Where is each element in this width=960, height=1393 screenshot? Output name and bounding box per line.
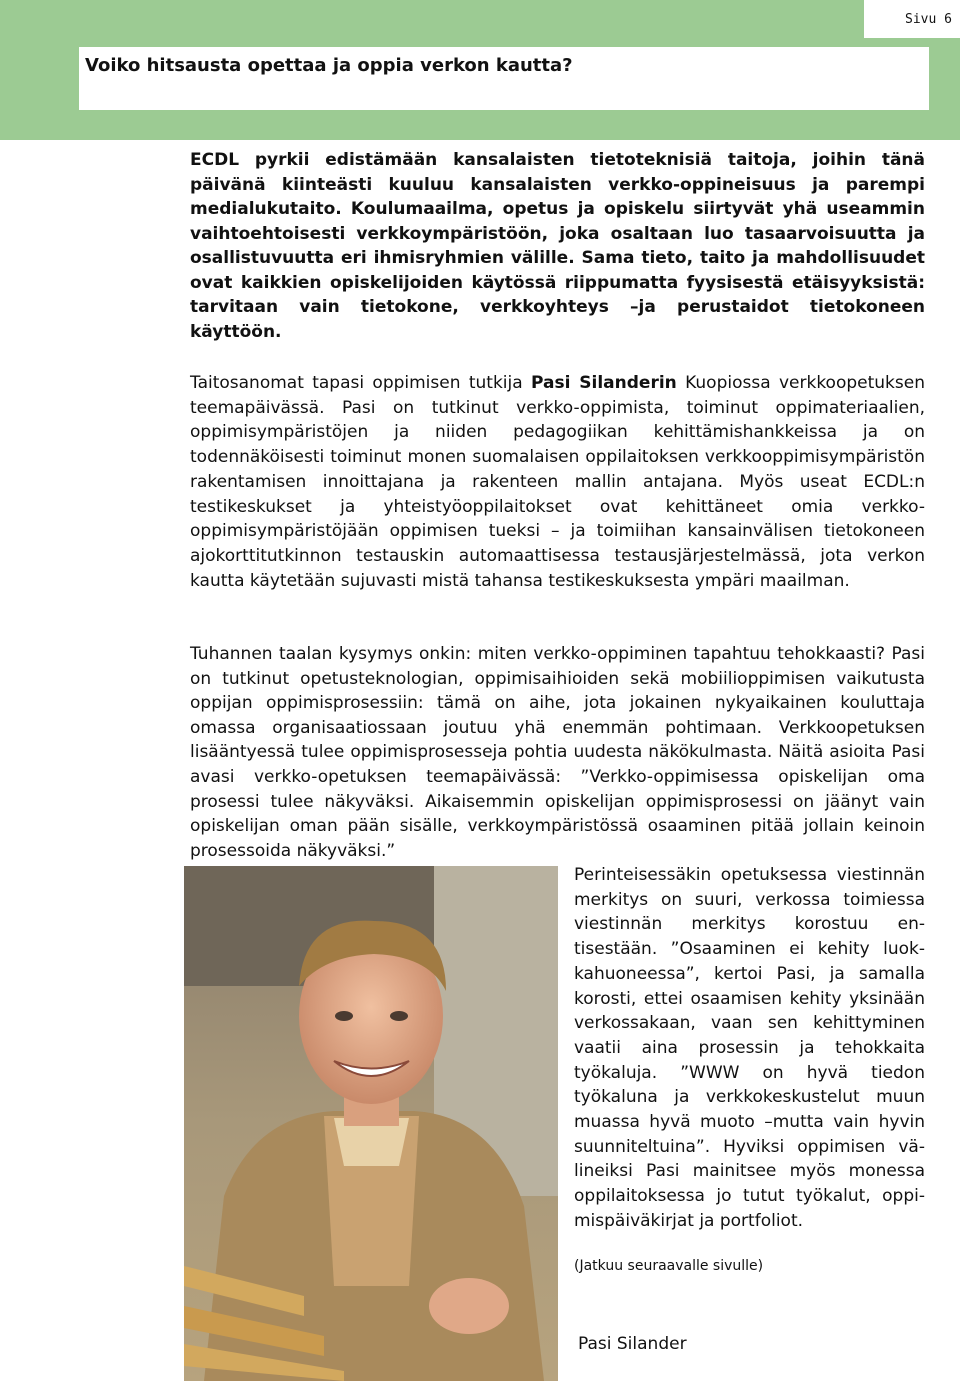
continued-note: (Jatkuu seuraavalle sivulle) — [574, 1258, 764, 1274]
portrait-photo — [184, 866, 558, 1381]
body-paragraph-2: Tuhannen taalan kysymys onkin: miten verkko-oppiminen tapahtuu tehokkaasti? Pasi on tutkinut opetusteknologian, oppimisaihioiden sekä mobiilioppimisen vaikutusta oppijan oppimisprosessiin: tämä on aihe, jota jokainen nykyaikainen kouluttaja omassa organisaatiossaan joutuu yhä enemmän pohtimaan. Verkkoopetuksen lisääntyessä tulee oppimisprosesseja pohtia uudesta näkökulmasta. Näitä asioita Pasi avasi verkko-opetuksen teemapäivässä: ”Verkko-oppimisessa opiskelijan oma prosessi tulee näkyväksi. Aikaisemmin opiskelijan oppimisprosessi on jäänyt vain opiskelijan oman pään sisälle, verkkoympäristössä osaaminen pitää jollain keinoin prosessoida näkyväksi.” — [190, 644, 925, 861]
paragraph-text: Taitosanomat tapasi oppimisen tutkija — [190, 373, 531, 393]
side-paragraph: Perinteisessäkin opetuksessa viestinnän merkitys on suuri, verkossa toimiessa viestinnän merkitys korostuu entisestään. ”Osaaminen ei kehity luokkahuoneessa”, kertoi Pasi, ja samalla korosti, ettei osaamisen kehity yksinään verkossakaan, vaan sen kehittyminen vaatii aina prosessin ja tehokkaita työkaluja. ”WWW on hyvä tiedon työkaluna ja verkkokeskustelut muun muassa hyvä muoto –mutta vain hyvin suunniteltuina”. Hyviksi oppimisen välineiksi Pasi mainitsee myös monessa oppilaitoksessa jo tutut työkalut, oppimispäiväkirjat ja portfoliot. — [574, 865, 925, 1231]
person-name: Pasi Silanderin — [531, 373, 677, 393]
photo-caption: Pasi Silander — [578, 1334, 687, 1354]
paragraph-text: Kuopiossa verkkoopetuksen teemapäivässä. Pasi on tutkinut verkko-oppimista, toiminut oppimateriaalien, oppimisympäristöjen ja niiden pedagogiikan kehittämishankkeissa ja on todennäköisesti toiminut monen suomalaisen oppilaitoksen verkkooppimisympäristön rakentamisen innoittajana ja rakenteen mallin antajana. Myös useat ECDL:n testikeskukset ja yhteistyöoppilaitokset ovat kehittäneet omia verkko-oppimisympäristöjään oppimisen tueksi – ja toimiihan kansainvälisen tietokoneen ajokorttitutkinnon testauskin automaattisessa testausjärjestelmässä, jota verkon kautta käytetään sujuvasti mistä tahansa testikeskuksesta ympäri maailman. — [190, 373, 925, 591]
article-title: Voiko hitsausta opettaa ja oppia verkon kautta? — [79, 47, 929, 110]
body-paragraph-1 — [190, 371, 925, 593]
page-number-label: Sivu 6 — [864, 0, 960, 38]
lead-paragraph: ECDL pyrkii edistämään kansalaisten tietoteknisiä taitoja, joihin tänä päivänä kiinteästi kuuluu kansalaisten verkko-oppineisuus ja parempi medialukutaito. Koulumaailma, opetus ja opiskelu siirtyvät yhä useammin vaihtoehtoisesti verkkoympäristöön, joka osaltaan luo tasaarvoisuutta ja osallistuvuutta eri ihmisryhmien välille. Sama tieto, taito ja mahdollisuudet ovat kaikkien opiskelijoiden käytössä riippumatta fyysisestä etäisyyksistä: tarvitaan vain tietokone, verkkoyhteys –ja perustaidot tietokoneen käyttöön. — [190, 150, 925, 342]
